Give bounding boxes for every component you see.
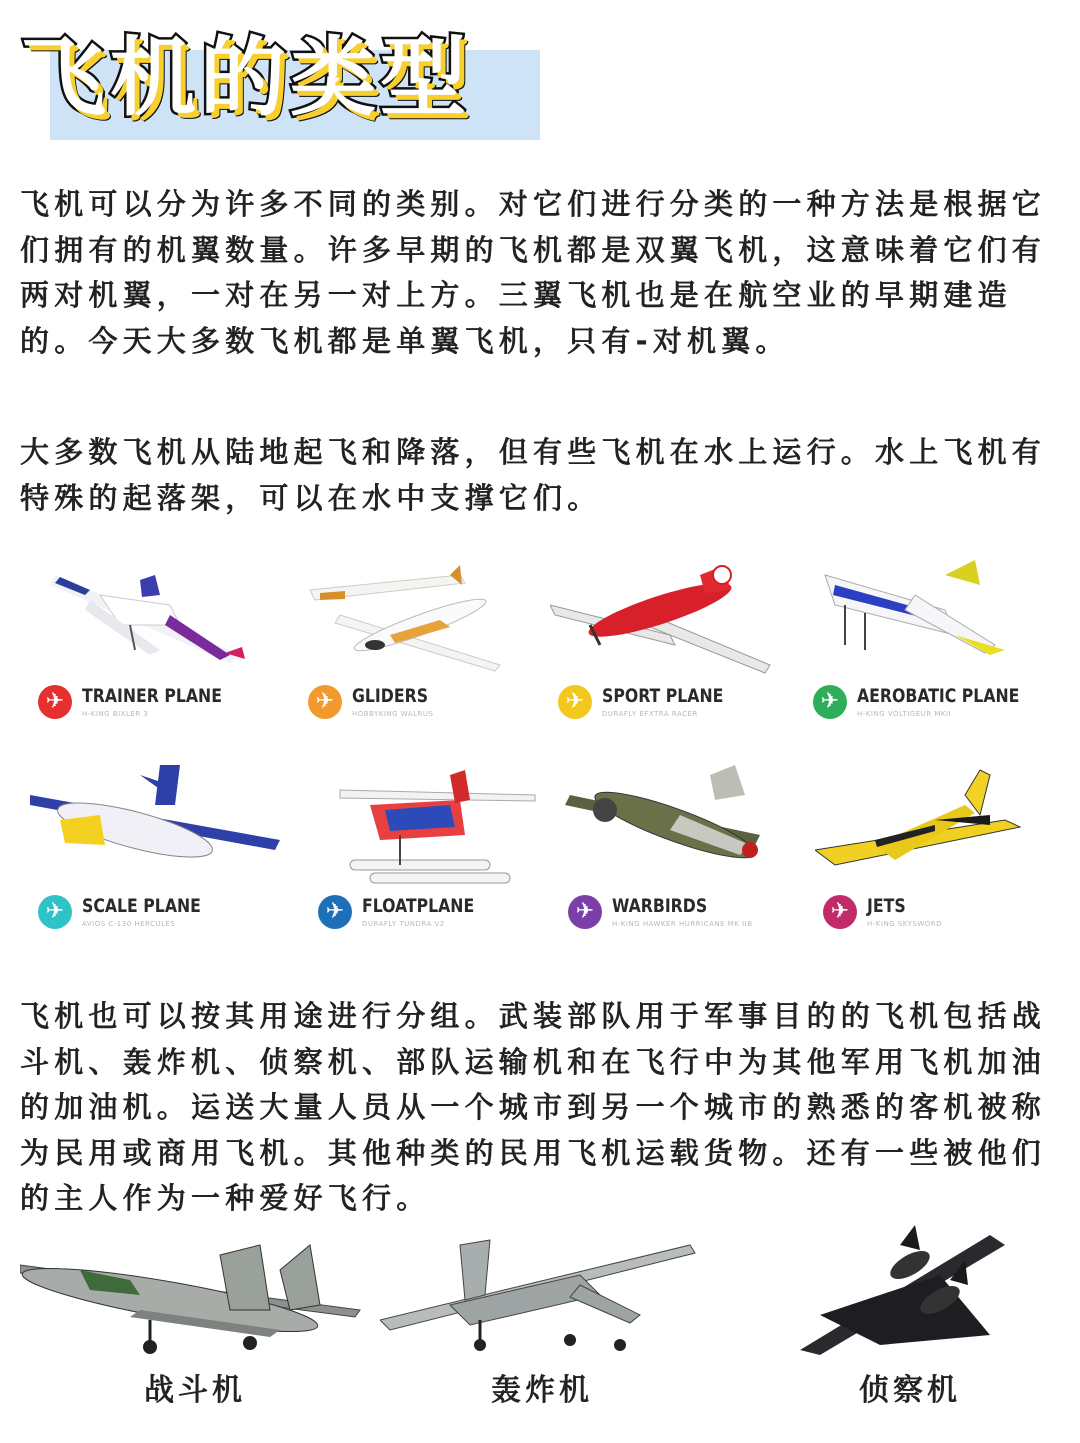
category-model: H-KING VOLTIGEUR MKII	[857, 710, 952, 718]
military-card-recon	[790, 1225, 1030, 1435]
plane-icon: ✈	[38, 895, 72, 929]
military-label: 轰炸机	[491, 1373, 593, 1408]
trainer-plane-image	[30, 555, 260, 680]
sport-plane-image	[550, 555, 780, 680]
aerobatic-plane-image	[805, 555, 1035, 680]
military-card-fighter	[20, 1225, 370, 1435]
floatplane-image	[310, 765, 540, 890]
category-label: SCALE PLANE	[82, 895, 201, 917]
category-label: SPORT PLANE	[602, 685, 724, 707]
page-title: 飞机的类型	[20, 28, 470, 128]
intro-paragraph: 飞机可以分为许多不同的类别。对它们进行分类的一种方法是根据它们拥有的机翼数量。许多早期的飞机都是双翼飞机，这意味着它们有两对机翼，一对在另一对上方。三翼飞机也是在航空业的早期建造的。今天大多数飞机都是单翼飞机，只有-对机翼。	[20, 187, 1047, 358]
military-label: 侦察机	[859, 1373, 961, 1408]
plane-icon: ✈	[318, 895, 352, 929]
purpose-paragraph: 飞机也可以按其用途进行分组。武装部队用于军事目的的飞机包括战斗机、轰炸机、侦察机、部队运输机和在飞行中为其他军用飞机加油的加油机。运送大量人员从一个城市到另一个城市的熟悉的客机被称为民用或商用飞机。其他种类的民用飞机运载货物。还有一些被他们的主人作为一种爱好飞行。	[20, 999, 1047, 1215]
category-card-aerobatic	[795, 555, 1050, 755]
category-model: DURAFLY EFXTRA RACER	[602, 710, 698, 718]
seaplane-paragraph: 大多数飞机从陆地起飞和降落，但有些飞机在水上运行。水上飞机有特殊的起落架，可以在水中支撑它们。	[20, 435, 1047, 515]
fighter-jet-image	[20, 1225, 370, 1355]
plane-icon: ✈	[813, 685, 847, 719]
warbird-image	[560, 765, 790, 890]
category-card-warbirds	[550, 765, 805, 965]
military-label: 战斗机	[144, 1373, 246, 1408]
plane-icon: ✈	[38, 685, 72, 719]
category-model: H-KING BIXLER 3	[82, 710, 149, 718]
category-model: H-KING HAWKER HURRICANE MK IIB	[612, 920, 753, 928]
category-label: JETS	[867, 895, 906, 917]
category-card-floatplane	[300, 765, 555, 965]
plane-icon: ✈	[308, 685, 342, 719]
military-aircraft-row	[0, 1225, 1080, 1443]
plane-category-grid	[20, 555, 1060, 955]
glider-plane-image	[300, 555, 530, 680]
category-model: H-KING SKYSWORD	[867, 920, 943, 928]
category-label: TRAINER PLANE	[82, 685, 222, 707]
scale-plane-image	[30, 765, 280, 890]
category-card-trainer	[20, 555, 275, 755]
category-label: FLOATPLANE	[362, 895, 475, 917]
jet-image	[815, 765, 1035, 890]
plane-icon: ✈	[823, 895, 857, 929]
category-card-sport	[540, 555, 795, 755]
category-card-scale	[20, 765, 275, 965]
category-model: DURAFLY TUNDRA V2	[362, 920, 445, 928]
recon-jet-image	[790, 1225, 1030, 1355]
category-label: WARBIRDS	[612, 895, 708, 917]
category-label: AEROBATIC PLANE	[857, 685, 1020, 707]
category-card-gliders	[290, 555, 545, 755]
plane-icon: ✈	[568, 895, 602, 929]
category-model: HOBBYKING WALRUS	[352, 710, 434, 718]
category-card-jets	[805, 765, 1060, 965]
category-label: GLIDERS	[352, 685, 429, 707]
bomber-jet-image	[380, 1225, 700, 1355]
military-card-bomber	[380, 1225, 700, 1435]
category-model: AVIOS C-130 HERCULES	[82, 920, 176, 928]
plane-icon: ✈	[558, 685, 592, 719]
page-title-block	[20, 28, 540, 143]
